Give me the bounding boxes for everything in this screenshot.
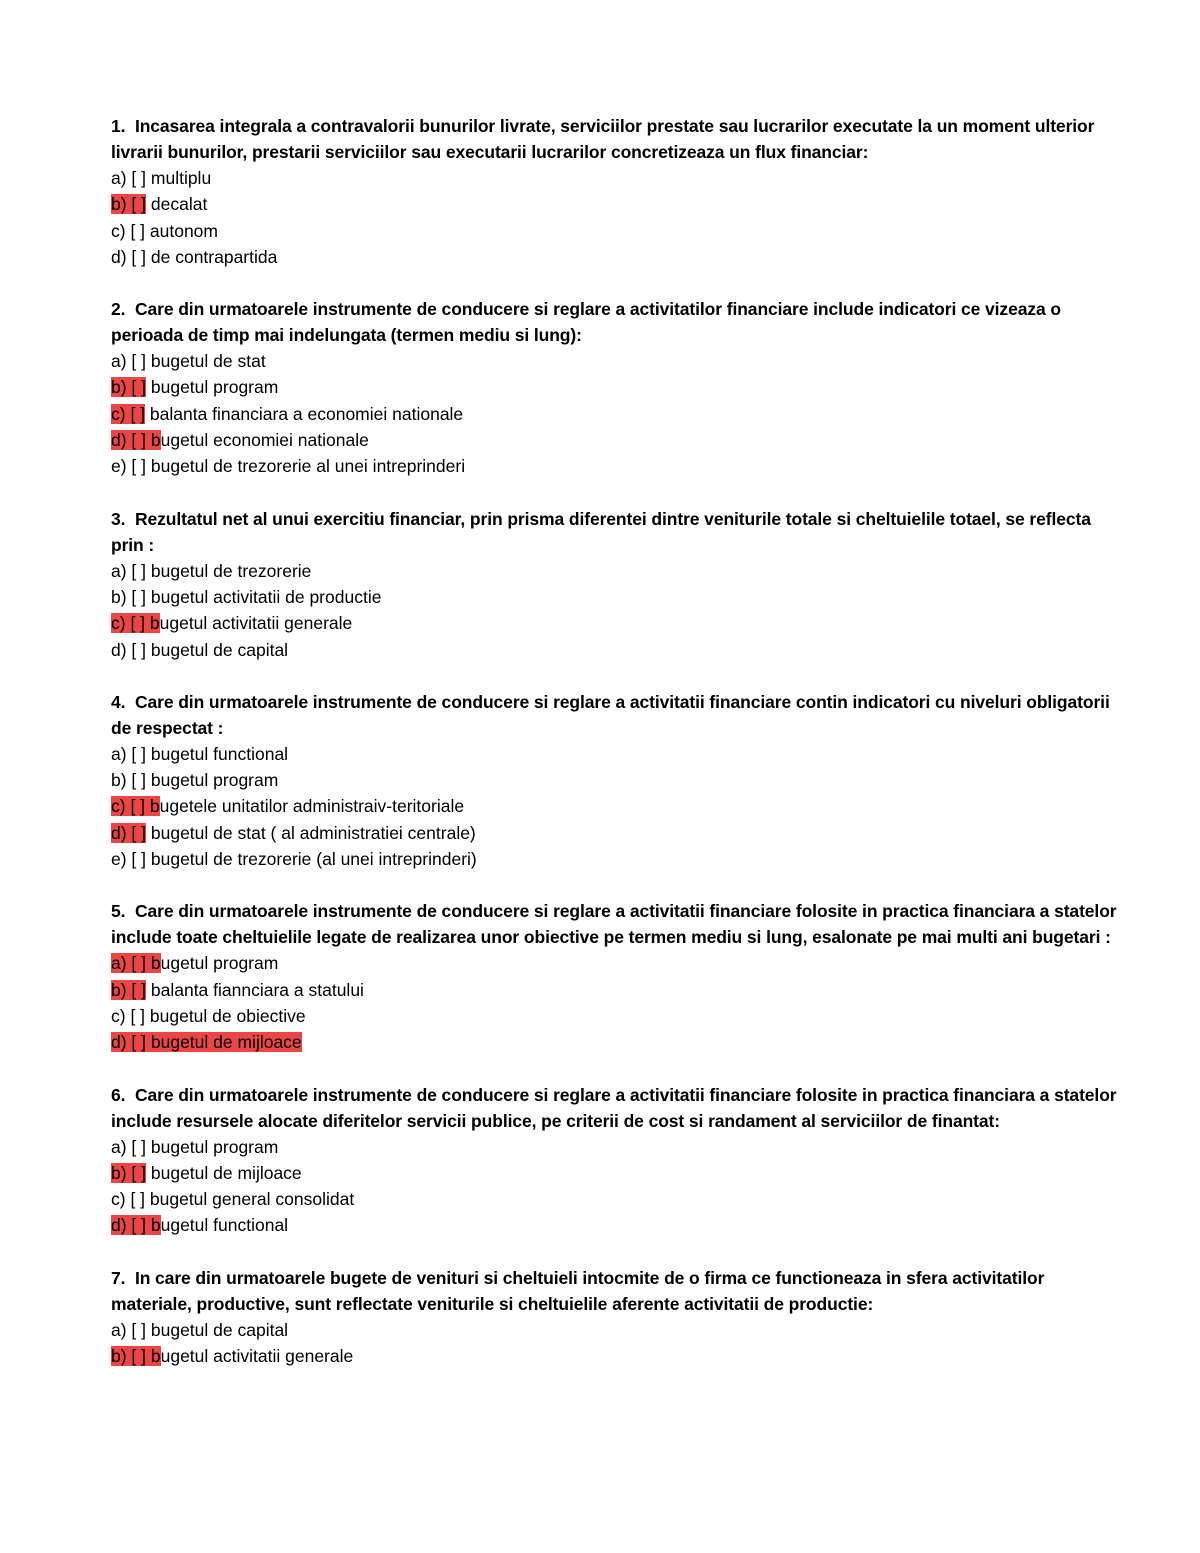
option-text: decalat — [146, 194, 208, 215]
question-block — [111, 689, 1121, 872]
document-page — [111, 113, 1121, 1395]
answer-option — [111, 401, 1121, 427]
option-marker: b) [ ] — [111, 377, 147, 398]
answer-option — [111, 1343, 1121, 1369]
option-marker: d) [ ] bugetul de mijloace — [111, 1032, 302, 1053]
option-marker: d) [ ] — [111, 822, 147, 843]
question-text — [111, 689, 1121, 741]
question-block — [111, 296, 1121, 479]
option-text: bugetul de trezorerie al unei intreprinderi — [146, 456, 466, 477]
option-text: bugetul de trezorerie (al unei intreprinderi) — [146, 849, 477, 870]
answer-option — [111, 977, 1121, 1003]
option-text: bugetul activitatii de productie — [146, 586, 382, 607]
option-text: autonom — [145, 220, 218, 241]
answer-option — [111, 427, 1121, 453]
answer-option — [111, 1212, 1121, 1238]
answer-option — [111, 637, 1121, 663]
option-text: bugetul program — [146, 1136, 279, 1157]
question-number: 4. — [111, 691, 126, 712]
option-marker: a) [ ] — [111, 351, 147, 372]
option-text: ugetul activitatii generale — [160, 1346, 354, 1367]
option-marker: b) [ ] — [111, 770, 147, 791]
answer-option — [111, 453, 1121, 479]
answer-option — [111, 1160, 1121, 1186]
option-text: ugetul economiei nationale — [160, 430, 369, 451]
question-number: 6. — [111, 1084, 126, 1105]
option-text: bugetul de obiective — [145, 1005, 306, 1026]
answer-option — [111, 218, 1121, 244]
option-text: de contrapartida — [146, 246, 278, 267]
option-text: ugetele unitatilor administraiv-teritoriale — [159, 796, 465, 817]
option-marker: b) [ ] — [111, 979, 147, 1000]
question-number: 1. — [111, 116, 126, 136]
answer-option — [111, 1003, 1121, 1029]
option-text: bugetul de capital — [146, 639, 289, 660]
option-marker: b) [ ] b — [111, 1346, 161, 1367]
option-text: balanta fiannciara a statului — [146, 979, 364, 1000]
option-marker: c) [ ] — [111, 220, 146, 241]
question-body: Incasarea integrala a contravalorii bunurilor livrate, serviciilor prestate sau lucrarilor executate la un moment ulterior livrarii bunurilor, prestarii serviciilor sau executarii lucrarilor concretizeaza un flux financiar: — [111, 116, 1095, 162]
question-body: Care din urmatoarele instrumente de conducere si reglare a activitatilor financiare include indicatori ce vizeaza o perioada de timp mai indelungata (termen mediu si lung): — [111, 299, 1061, 346]
option-marker: a) [ ] — [111, 1319, 147, 1340]
option-marker: d) [ ] — [111, 639, 147, 660]
question-body: Rezultatul net al unui exercitiu financiar, prin prisma diferentei dintre veniturile totale si cheltuielile totael, se reflecta prin : — [111, 508, 1091, 555]
option-text: bugetul de trezorerie — [146, 560, 312, 581]
option-text: ugetul program — [160, 953, 279, 974]
question-text — [111, 898, 1121, 950]
question-body: Care din urmatoarele instrumente de conducere si reglare a activitatii financiare folosite in practica financiara a statelor include resursele alocate diferitelor servicii publice, pe criterii de cost si randament al serviciilor de finantat: — [111, 1084, 1117, 1131]
answer-option — [111, 374, 1121, 400]
question-body: In care din urmatoarele bugete de venituri si cheltuieli intocmite de o firma ce functioneaza in sfera activitatilor materiale, productive, sunt reflectate veniturile si cheltuielile aferente activitatii de productie: — [111, 1267, 1045, 1314]
question-block — [111, 1082, 1121, 1239]
answer-option — [111, 610, 1121, 636]
option-marker: b) [ ] — [111, 194, 147, 215]
answer-option — [111, 820, 1121, 846]
answer-option — [111, 165, 1121, 191]
option-text: bugetul de stat ( al administratiei centrale) — [146, 822, 476, 843]
option-marker: d) [ ] — [111, 246, 147, 267]
option-marker: b) [ ] — [111, 1162, 147, 1183]
answer-option — [111, 348, 1121, 374]
option-marker: e) [ ] — [111, 849, 147, 870]
answer-option — [111, 191, 1121, 217]
option-text: bugetul functional — [146, 743, 289, 764]
answer-option — [111, 741, 1121, 767]
option-marker: d) [ ] b — [111, 430, 161, 451]
option-marker: c) [ ] — [111, 403, 146, 424]
option-marker: c) [ ] — [111, 1005, 146, 1026]
option-marker: c) [ ] b — [111, 613, 160, 634]
answer-option — [111, 244, 1121, 270]
answer-option — [111, 1029, 1121, 1055]
option-marker: a) [ ] — [111, 168, 147, 188]
option-text: bugetul de stat — [146, 351, 266, 372]
option-text: multiplu — [146, 168, 212, 188]
answer-option — [111, 1317, 1121, 1343]
question-body: Care din urmatoarele instrumente de conducere si reglare a activitatii financiare contin indicatori cu niveluri obligatorii de respectat : — [111, 691, 1110, 738]
option-text: bugetul program — [146, 770, 279, 791]
option-marker: c) [ ] b — [111, 796, 160, 817]
option-marker: b) [ ] — [111, 586, 147, 607]
option-text: bugetul de mijloace — [146, 1162, 302, 1183]
answer-option — [111, 584, 1121, 610]
question-text — [111, 506, 1121, 558]
question-text — [111, 113, 1121, 165]
option-marker: c) [ ] — [111, 1189, 146, 1210]
question-block — [111, 898, 1121, 1055]
answer-option — [111, 950, 1121, 976]
option-text: bugetul program — [146, 377, 279, 398]
option-marker: a) [ ] b — [111, 953, 161, 974]
question-text — [111, 1265, 1121, 1317]
question-number: 2. — [111, 299, 126, 320]
question-number: 5. — [111, 901, 126, 922]
question-text — [111, 296, 1121, 348]
answer-option — [111, 767, 1121, 793]
option-marker: a) [ ] — [111, 560, 147, 581]
option-marker: d) [ ] b — [111, 1215, 161, 1236]
answer-option — [111, 1134, 1121, 1160]
option-text: bugetul general consolidat — [145, 1189, 355, 1210]
question-block — [111, 506, 1121, 663]
answer-option — [111, 793, 1121, 819]
option-marker: e) [ ] — [111, 456, 147, 477]
question-text — [111, 1082, 1121, 1134]
option-marker: a) [ ] — [111, 1136, 147, 1157]
question-number: 7. — [111, 1267, 126, 1288]
answer-option — [111, 558, 1121, 584]
option-text: ugetul functional — [160, 1215, 289, 1236]
option-text: balanta financiara a economiei nationale — [145, 403, 464, 424]
option-marker: a) [ ] — [111, 743, 147, 764]
question-block — [111, 1265, 1121, 1370]
question-number: 3. — [111, 508, 126, 529]
answer-option — [111, 846, 1121, 872]
answer-option — [111, 1186, 1121, 1212]
question-block — [111, 113, 1121, 270]
question-body: Care din urmatoarele instrumente de conducere si reglare a activitatii financiare folosite in practica financiara a statelor include toate cheltuielile legate de realizarea unor obiective pe termen mediu si lung, esalonate pe mai multi ani bugetari : — [111, 901, 1117, 948]
option-text: ugetul activitatii generale — [159, 613, 353, 634]
option-text: bugetul de capital — [146, 1319, 289, 1340]
